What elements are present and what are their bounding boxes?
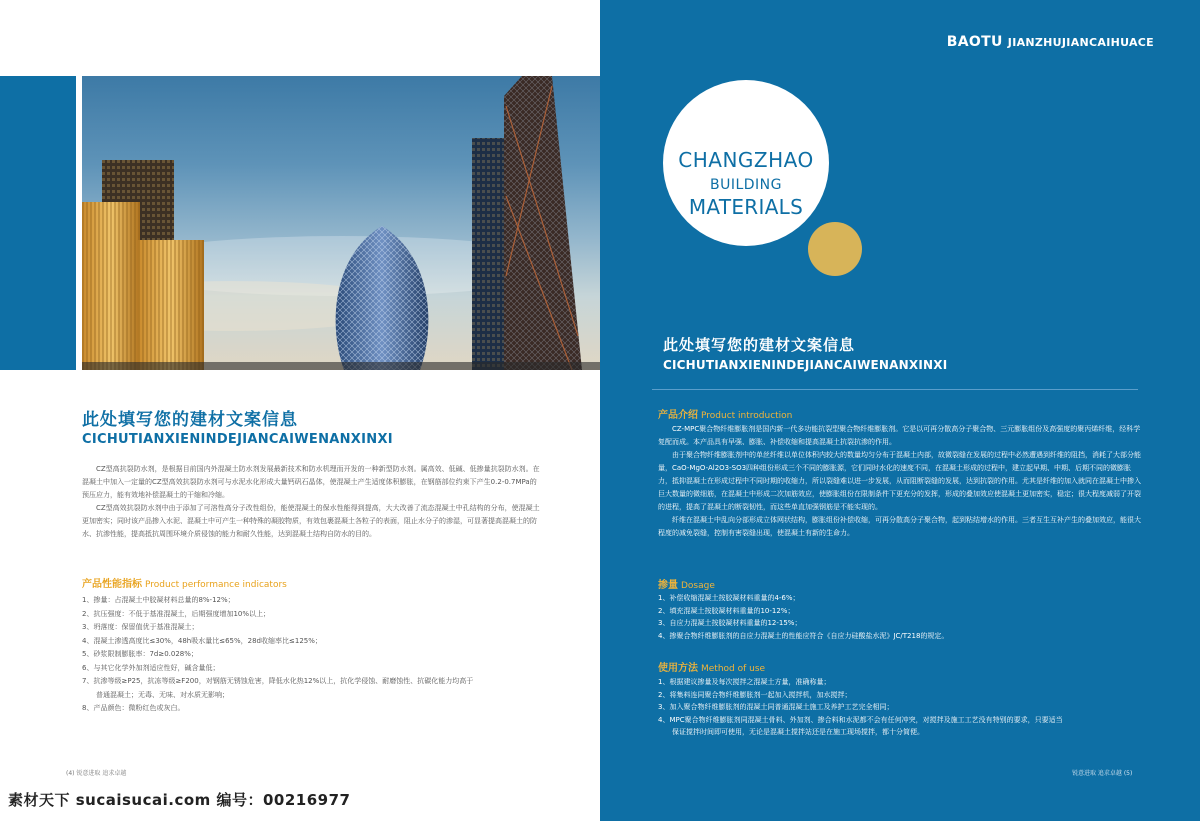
list-item: 5、砂浆限制膨胀率：7d≥0.028%； bbox=[82, 650, 198, 658]
usage-title-en: Method of use bbox=[701, 664, 766, 674]
right-intro-paragraph-1: CZ-MPC聚合物纤维膨胀剂是国内新一代多功能抗裂型聚合物纤维膨胀剂。它是以可再分散高分子聚合物、三元膨胀组份及高强度的聚丙烯纤维，经科学复配而成。本产品具有早强、膨胀、补偿收缩和提高混凝土抗裂抗渗的作用。 bbox=[658, 425, 1141, 446]
gold-circle-decoration bbox=[808, 222, 862, 276]
right-page bbox=[600, 0, 1200, 821]
list-item: 6、与其它化学外加剂适应性好，碱含量低； bbox=[82, 663, 220, 672]
list-item: 8、产品颜色：微粉红色或灰白。 bbox=[82, 704, 185, 712]
list-item: 1、根据建议掺量及每次搅拌之混凝土方量，准确称量； bbox=[658, 678, 831, 686]
left-heading-en: CICHUTIANXIENINDEJIANCAIWENANXINXI bbox=[82, 432, 393, 447]
right-intro bbox=[658, 423, 1142, 540]
performance-title-en: Product performance indicators bbox=[145, 580, 287, 590]
left-intro-paragraph-1: CZ型高抗裂防水剂，是根据目前国内外混凝土防水剂发展最新技术和防水机理而开发的一种新型防水剂。属高效、低碱、低掺量抗裂防水剂。在混凝土中加入一定量的CZ型高效抗裂防水剂可与水泥水化形成大量钙矾石晶体，使混凝土产生适度体积膨胀，在钢筋部位约束下产生0.2-0.7MPa的预压应力，能有效地补偿混凝土的干缩和冷缩。 bbox=[82, 465, 540, 499]
list-item: 3、加入聚合物纤维膨胀剂的混凝土同普通混凝土施工及养护工艺完全相同； bbox=[658, 703, 894, 711]
circle-line-3: MATERIALS bbox=[688, 195, 804, 219]
usage-title-cn: 使用方法 bbox=[658, 663, 698, 674]
list-item: 2、抗压强度：不低于基准混凝土，后期强度增加10%以上； bbox=[82, 609, 271, 618]
list-item: 保证搅拌时间即可使用，无论是混凝土搅拌站还是在施工现场搅拌，都十分简便。 bbox=[672, 728, 924, 736]
right-heading-en: CICHUTIANXIENINDEJIANCAIWENANXINXI bbox=[663, 358, 948, 372]
usage-list bbox=[658, 676, 1142, 739]
intro-title-en: Product introduction bbox=[701, 411, 793, 421]
skyline-photo bbox=[82, 76, 600, 370]
performance-title bbox=[82, 575, 287, 590]
list-item: 3、坍落度：保留值优于基准混凝土； bbox=[82, 623, 199, 631]
list-item: 普通混凝土；无毒、无味、对水质无影响； bbox=[96, 690, 229, 699]
left-blue-bar bbox=[0, 76, 76, 370]
circle-line-1: CHANGZHAO bbox=[678, 148, 814, 172]
list-item: 7、抗渗等级≥P25，抗冻等级≥F200，对钢筋无锈蚀危害，降低水化热12%以上，抗化学侵蚀、耐磨蚀性、抗碳化能力均高于 bbox=[82, 677, 474, 685]
skyline-illustration bbox=[82, 76, 600, 370]
circle-title bbox=[663, 80, 829, 219]
list-item: 4、掺聚合物纤维膨胀剂的自应力混凝土的性能应符合《自应力硅酸盐水泥》JC/T218的规定。 bbox=[658, 631, 949, 640]
watermark-text: 素材天下 sucaisucai.com 编号：00216977 bbox=[8, 791, 351, 809]
left-intro-paragraph-2: CZ型高效抗裂防水剂中由于添加了可溶性高分子改性组份，能使混凝土的保水性能得到提高，大大改善了流态混凝土中孔结构的分布，使混凝土更加密实；同时该产品掺入水泥、混凝土中可产生一种特殊的凝胶物质，有效包裹混凝土各粒子的表面，阻止水分子的渗湿，可显著提高混凝土的防水、抗渗性能，提高抵抗周围环境介质侵蚀的能力和耐久性能，达到混凝土结构自防水的目的。 bbox=[82, 504, 540, 538]
performance-title-cn: 产品性能指标 bbox=[82, 579, 142, 590]
brand-title bbox=[947, 34, 1154, 50]
list-item: 2、将集料连同聚合物纤维膨胀剂一起加入搅拌机，加水搅拌； bbox=[658, 690, 852, 699]
brand-small: JIANZHUJIANCAIHUACE bbox=[1007, 36, 1154, 49]
dosage-title bbox=[658, 576, 715, 591]
list-item: 3、自应力混凝土按胶凝材料重量的12-15%； bbox=[658, 619, 802, 627]
circle-line-2: BUILDING bbox=[709, 177, 782, 193]
right-intro-paragraph-3: 纤维在混凝土中乱向分部形成立体网状结构，膨胀组份补偿收缩，可再分散高分子聚合物，起到粘结增水的作用。三者互生互补产生的叠加效应，能很大程度的减免裂缝，控制有害裂缝出现，使混凝土有新的生命力。 bbox=[658, 516, 1141, 537]
left-folio: (4) 锐意进取 追求卓越 bbox=[66, 770, 127, 777]
dosage-title-en: Dosage bbox=[681, 581, 715, 591]
list-item: 2、填充混凝土按胶凝材料重量的10-12%； bbox=[658, 606, 795, 615]
usage-title bbox=[658, 659, 765, 674]
intro-title-cn: 产品介绍 bbox=[658, 410, 698, 421]
brand-big: BAOTU bbox=[946, 34, 1003, 50]
intro-title bbox=[658, 406, 792, 421]
left-intro bbox=[82, 463, 540, 541]
list-item: 4、MPC聚合物纤维膨胀剂同混凝土骨料、外加剂、掺合料和水泥都不会有任何冲突，对搅拌及施工工艺没有特别的要求，只要适当 bbox=[658, 715, 1063, 724]
divider-rule bbox=[652, 389, 1138, 390]
performance-list bbox=[82, 594, 552, 716]
right-folio: 锐意进取 追求卓越 (5) bbox=[1072, 770, 1133, 777]
list-item: 4、混凝土渗透高度比≤30%，48h吸水量比≤65%，28d收缩率比≤125%； bbox=[82, 636, 322, 645]
dosage-list bbox=[658, 592, 1142, 642]
right-intro-paragraph-2: 由于聚合物纤维膨胀剂中的单丝纤维以单位体积内较大的数量均匀分布于混凝土内部，故微裂缝在发展的过程中必然遭遇到纤维的阻挡，消耗了大部分能量，CaO-MgO-Al2O3-SO3四种组份形成三个不同的膨胀源，它们同时水化的速度不同，在混凝土形成的过程中，建立起早期、中期、后期不同的微膨胀力，抵抑混凝土在形成过程中不同时期的收缩力，所以裂缝难以进一步发展，从而阻断裂缝的发展，达到抗裂的作用。尤其是纤维的加入就同在混凝土中掺入巨大数量的微细筋，在混凝土中形成二次加筋效应，使膨胀组份在限制条件下更充分的发挥，形成的叠加效应使混凝土更加密实，稳定；很大程度减弱了开裂的进程，提高了混凝土的断裂韧性，而这些单直加强钢筋是不能实现的。 bbox=[658, 451, 1141, 511]
left-heading-cn: 此处填写您的建材文案信息 bbox=[82, 410, 298, 430]
dosage-title-cn: 掺量 bbox=[658, 580, 678, 591]
right-heading-cn: 此处填写您的建材文案信息 bbox=[663, 336, 856, 354]
list-item: 1、补偿收缩混凝土按胶凝材料重量的4-6%； bbox=[658, 594, 800, 602]
list-item: 1、掺量：占混凝土中胶凝材料总量的8%-12%； bbox=[82, 596, 235, 604]
